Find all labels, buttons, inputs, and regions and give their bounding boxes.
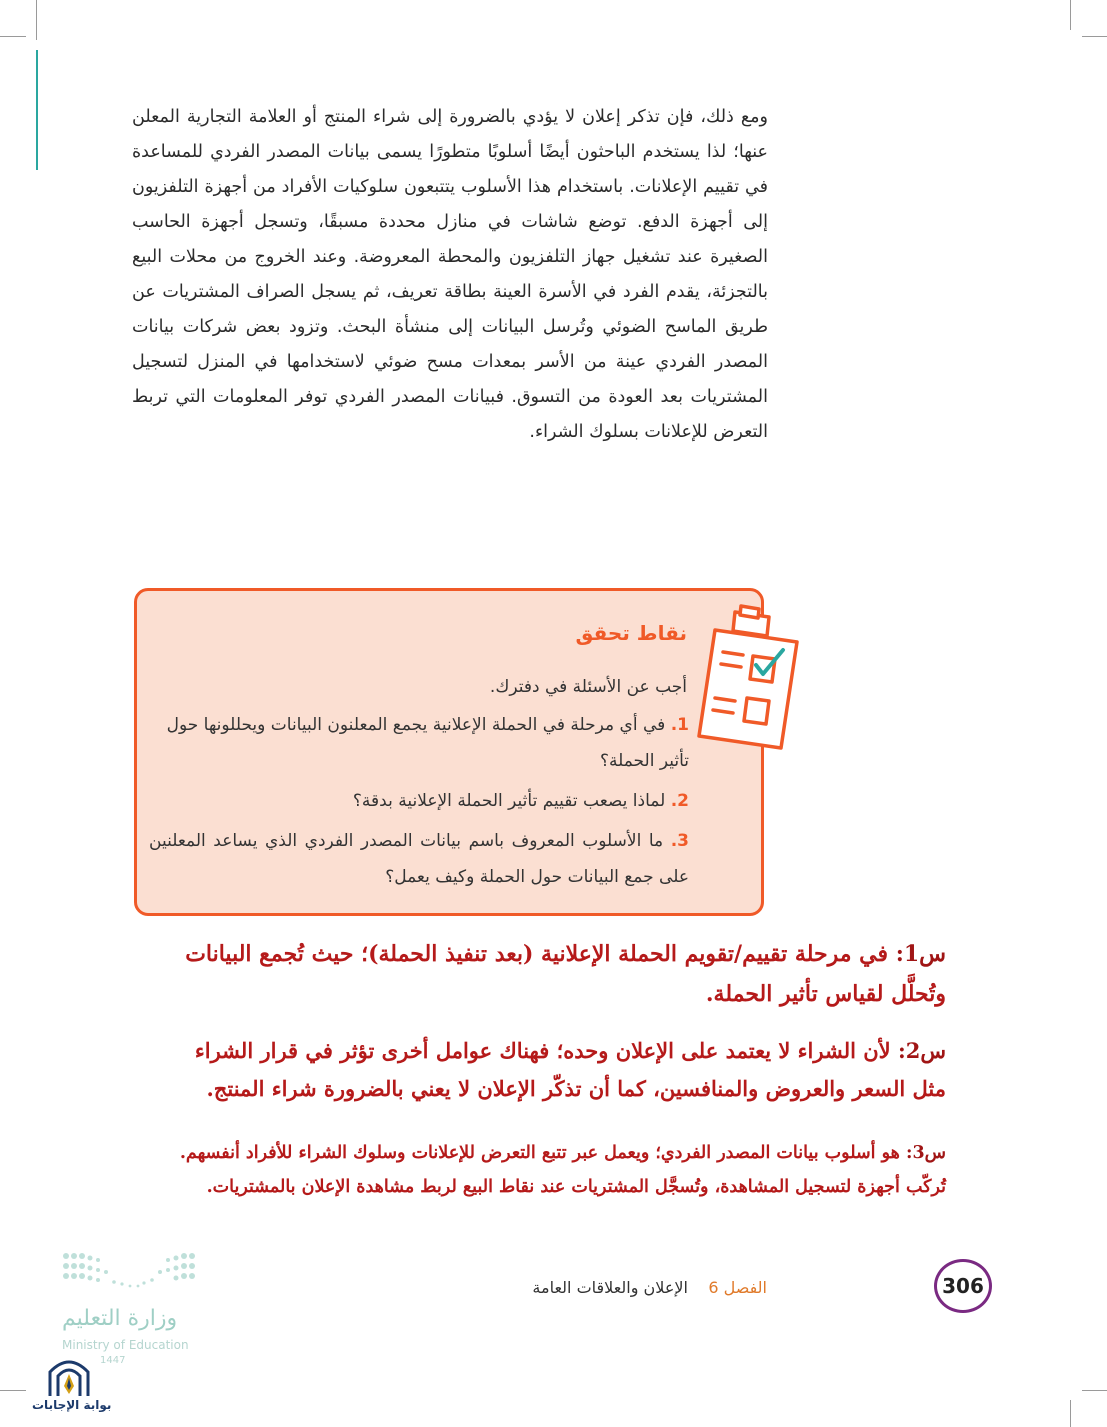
chapter-footer — [532, 1278, 767, 1297]
question-text: في أي مرحلة في الحملة الإعلانية يجمع المعلنون البيانات ويحللونها حول تأثير الحملة؟ — [166, 715, 689, 771]
answers-portal-text: بوابة الإجابات — [32, 1398, 112, 1412]
ministry-name-en: Ministry of Education — [62, 1338, 189, 1352]
answer-2 — [170, 1032, 946, 1108]
ministry-year: 1447 — [100, 1355, 126, 1366]
answer-3 — [170, 1136, 946, 1204]
answer-text: في مرحلة تقييم/تقويم الحملة الإعلانية (بعد تنفيذ الحملة)؛ حيث تُجمع البيانات وتُحلَّل لقياس تأثير الحملة. — [185, 941, 946, 1007]
question-3 — [149, 823, 689, 895]
question-number: 3. — [670, 831, 690, 851]
answer-text-continued: تُركّب أجهزة لتسجيل المشاهدة، وتُسجَّل المشتريات عند نقاط البيع لربط مشاهدة الإعلان بالمشتريات. — [206, 1177, 946, 1197]
question-number: 1. — [670, 715, 689, 735]
answer-text: لأن الشراء لا يعتمد على الإعلان وحده؛ فهناك عوامل أخرى تؤثر في قرار الشراء مثل السعر والعروض والمنافسين، كما أن تذكّر الإعلان لا يعني بالضرورة شراء المنتج. — [194, 1038, 946, 1101]
answer-text: هو أسلوب بيانات المصدر الفردي؛ ويعمل عبر تتبع التعرض للإعلانات وسلوك الشراء للأفراد أنفسهم. — [179, 1143, 900, 1163]
chapter-title: الإعلان والعلاقات العامة — [532, 1278, 688, 1297]
crop-mark — [1070, 1400, 1071, 1427]
crop-mark — [36, 50, 38, 170]
crop-mark — [0, 1390, 26, 1391]
crop-mark — [36, 0, 37, 40]
crop-mark — [1070, 0, 1071, 30]
checkpoints-intro: أجب عن الأسئلة في دفترك. — [489, 677, 687, 697]
answer-1 — [170, 934, 946, 1014]
checkpoints-title: نقاط تحقق — [575, 621, 687, 645]
answer-label: س3: — [905, 1143, 946, 1163]
body-paragraph: ومع ذلك، فإن تذكر إعلان لا يؤدي بالضرورة إلى شراء المنتج أو العلامة التجارية المعلن عنها؛ لذا يستخدم الباحثون أيضًا أسلوبًا متطورًا يسمى بيانات المصدر الفردي للمساعدة في تقييم الإعلانات. باستخدام هذا الأسلوب يتتبعون سلوكيات الأفراد من أجهزة التلفزيون إلى أجهزة الدفع. توضع شاشات في منازل محددة مسبقًا، وتسجل أجهزة الحاسب الصغيرة عند تشغيل جهاز التلفزيون والمحطة المعروضة. وعند الخروج من محلات البيع بالتجزئة، يقدم الفرد في الأسرة العينة بطاقة تعريف، ثم يسجل الصراف المشتريات عن طريق الماسح الضوئي وتُرسل البيانات إلى منشأة البحث. وتزود بعض شركات بيانات المصدر الفردي عينة من الأسر بمعدات مسح ضوئي لاستخدامها في المنزل لتسجيل المشتريات بعد العودة من التسوق. فبيانات المصدر الفردي توفر المعلومات التي تربط التعرض للإعلانات بسلوك الشراء. — [132, 107, 768, 442]
checkpoints-box — [134, 588, 764, 916]
crop-mark — [0, 36, 26, 37]
clipboard-check-icon — [693, 602, 813, 750]
ministry-logo-icon — [62, 1250, 198, 1294]
chapter-label: الفصل 6 — [708, 1278, 767, 1297]
question-text: ما الأسلوب المعروف باسم بيانات المصدر الفردي الذي يساعد المعلنين على جمع البيانات حول الحملة وكيف يعمل؟ — [149, 831, 689, 887]
page-number: 306 — [934, 1259, 992, 1313]
question-text: لماذا يصعب تقييم تأثير الحملة الإعلانية بدقة؟ — [352, 791, 666, 811]
answer-label: س1: — [895, 941, 946, 967]
crop-mark — [1082, 36, 1107, 37]
question-2 — [149, 783, 689, 819]
question-number: 2. — [670, 791, 689, 811]
question-1 — [149, 707, 689, 779]
crop-mark — [1082, 1390, 1107, 1391]
answer-label: س2: — [897, 1038, 946, 1063]
ministry-name-ar: وزارة التعليم — [62, 1306, 178, 1331]
